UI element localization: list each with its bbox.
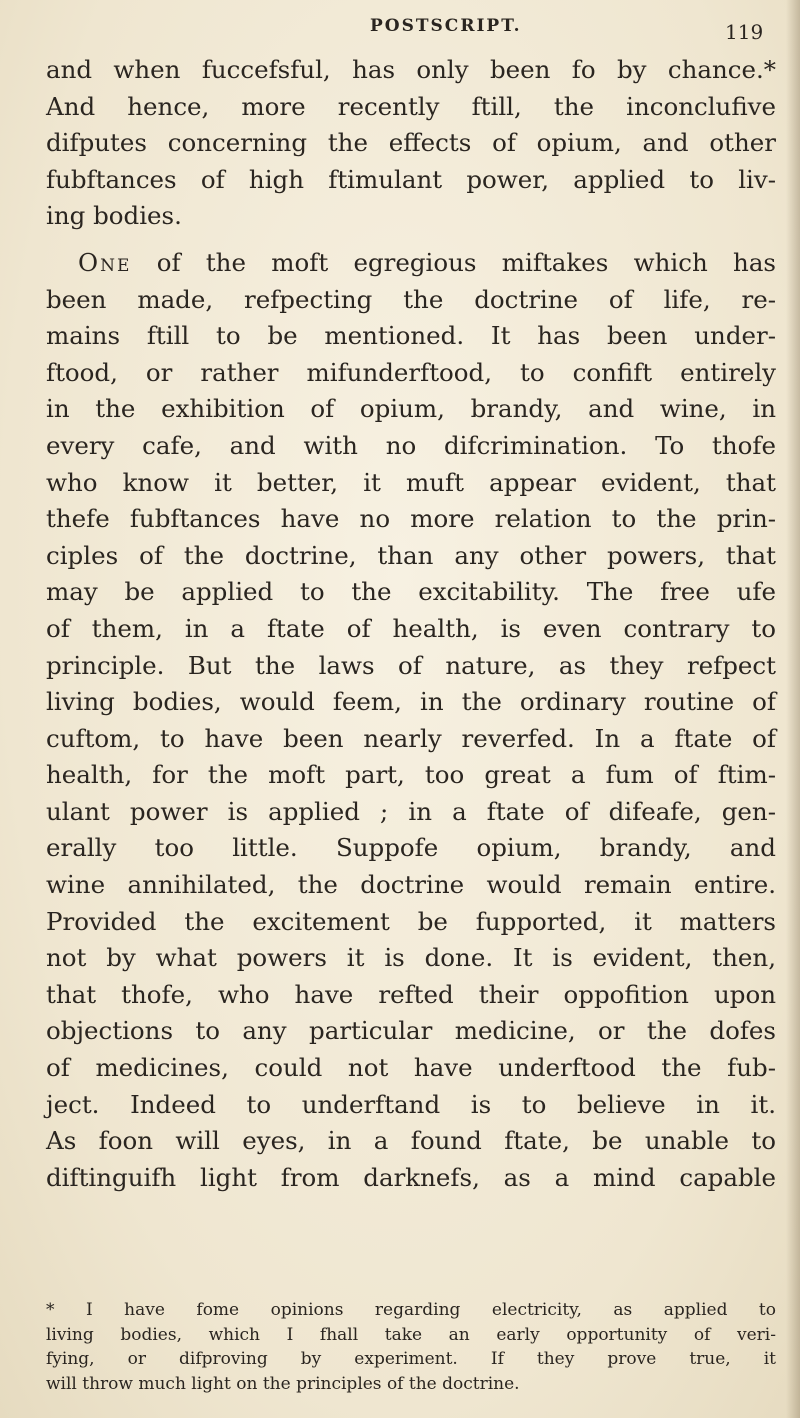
text-line: ing bodies. [46, 201, 182, 231]
text-line: mains ftill to be mentioned. It has been under- [46, 321, 776, 351]
text-line: every cafe, and with no difcrimination. To thofe [46, 430, 776, 460]
text-line: in the exhibition of opium, brandy, and wine, in [46, 394, 776, 424]
text-line: As foon will eyes, in a found ftate, be unable to [46, 1126, 776, 1156]
text-line-rest: of the moft egregious miftakes which has [131, 247, 776, 277]
text-line: ject. Indeed to underftand is to believe in it. [46, 1089, 776, 1119]
paragraph-1 [46, 52, 776, 235]
text-line: erally too little. Suppofe opium, brandy, and [46, 833, 776, 863]
lead-word: One [78, 247, 132, 277]
paragraph-2 [46, 245, 776, 1196]
footnote-line: will throw much light on the principles of the doctrine. [46, 1373, 520, 1394]
text-line: principle. But the laws of nature, as they refpect [46, 650, 776, 680]
text-line: diftinguifh light from darknefs, as a mind capable [46, 1162, 776, 1192]
text-line: thefe fubftances have no more relation to the prin- [46, 504, 776, 534]
running-title: POSTSCRIPT. [370, 16, 522, 36]
text-line: fubftances of high ftimulant power, applied to liv- [46, 164, 776, 194]
text-line: health, for the moft part, too great a fum of ftim- [46, 760, 776, 790]
footnote-line: fying, or difproving by experiment. If they prove true, it [46, 1349, 776, 1369]
footnote-line: * I have fome opinions regarding electricity, as applied to [46, 1300, 776, 1320]
page-edge-shadow [786, 0, 800, 1418]
paragraph-gap [46, 235, 776, 245]
footnote-line: living bodies, which I fhall take an early opportunity of veri- [46, 1324, 776, 1345]
text-line: been made, refpecting the doctrine of life, re- [46, 284, 776, 314]
text-line: who know it better, it muft appear evident, that [46, 467, 776, 497]
text-line: living bodies, would feem, in the ordinary routine of [46, 687, 776, 717]
text-line: not by what powers it is done. It is evident, then, [46, 943, 776, 973]
footnote [46, 1298, 776, 1396]
text-line: ulant power is applied ; in a ftate of difeafe, gen- [46, 796, 776, 826]
text-line: Provided the excitement be fupported, it matters [46, 906, 776, 936]
text-line: objections to any particular medicine, or the dofes [46, 1016, 776, 1046]
text-line: wine annihilated, the doctrine would remain entire. [46, 870, 776, 900]
text-line: difputes concerning the effects of opium, and other [46, 128, 776, 158]
text-line: ftood, or rather mifunderftood, to confift entirely [46, 357, 776, 387]
running-head [0, 14, 800, 44]
text-line: of medicines, could not have underftood the fub- [46, 1053, 776, 1083]
text-line: cuftom, to have been nearly reverfed. In a ftate of [46, 723, 776, 753]
text-line-first [46, 245, 776, 282]
text-line: may be applied to the excitability. The free ufe [46, 577, 776, 607]
text-line: of them, in a ftate of health, is even contrary to [46, 613, 776, 643]
body-text [46, 52, 776, 1196]
text-line: that thofe, who have refted their oppofition upon [46, 979, 776, 1009]
text-line: ciples of the doctrine, than any other powers, that [46, 540, 776, 570]
page-number: 119 [725, 20, 764, 44]
text-line: And hence, more recently ftill, the inconclufive [46, 91, 776, 121]
text-line: and when fuccefsful, has only been fo by chance.* [46, 55, 776, 84]
